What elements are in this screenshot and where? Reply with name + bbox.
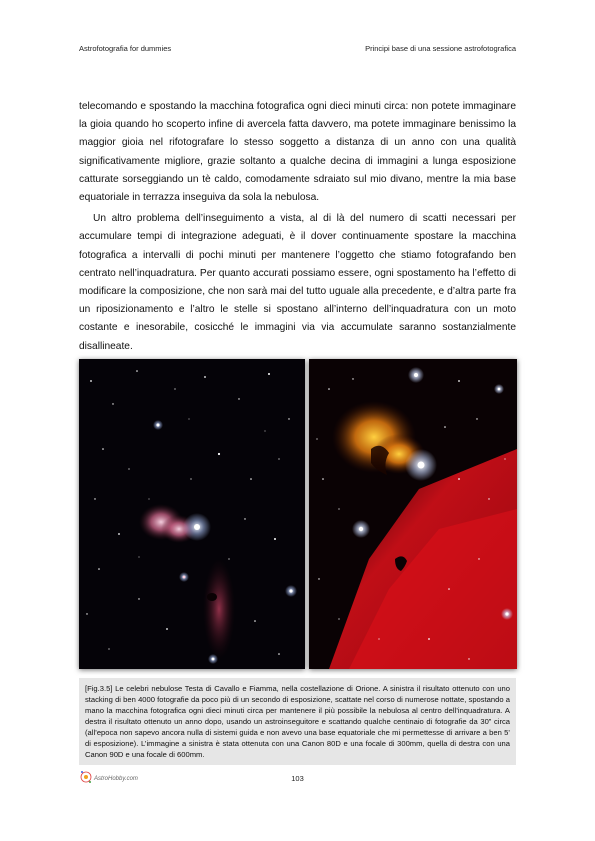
paragraph-2: Un altro problema dell’inseguimento a vista, al di là del numero di scatti necessari per accumulare tempi di integrazione adeguati, è il dover continuamente spostare la macchina fotografica a intervalli di pochi minuti per mantenere l’oggetto che stiamo fotografando ben centrato nell’inquadratura. Per quanto accurati possiamo essere, ogni spostamento ha l’effetto di modificare la composizione, che non sarà mai del tutto uguale alla precedente, e d’altra parte fra un riposizionamento e l’altro le stelle si spostano all’interno dell’inquadratura con un moto costante e inesorabile, cosicché le immagini via via accumulate saranno sostanzialmente disallineate. <box>79 213 516 352</box>
page-number: 103 <box>291 774 304 783</box>
running-header-left: Astrofotografia for dummies <box>79 44 172 53</box>
photo-horsehead-left <box>79 359 305 669</box>
running-header-right: Principi base di una sessione astrofotografica <box>365 44 516 53</box>
paragraph-1: telecomando e spostando la macchina fotografica ogni dieci minuti circa: non potete immaginare la gioia quando ho scoperto infine di avercela fatta davvero, ma potete immaginare benissimo la maggior gioia nel rifotografare lo stesso soggetto a distanza di un anno con una qualità significativamente migliore, grazie soltanto a qualche decina di immagini a lunga esposizione catturate sorseggiando un tè caldo, comodamente sdraiato sul mio divano, mentre la mia base equatoriale in terrazza inseguiva da sola la nebulosa. <box>79 101 516 204</box>
photo-horsehead-right <box>309 359 517 669</box>
body-text <box>79 98 516 356</box>
figure-caption: [Fig.3.5] Le celebri nebulose Testa di Cavallo e Fiamma, nella costellazione di Orione. A sinistra il risultato ottenuto con uno stacking di ben 4000 fotografie da poco più di un secondo di esposizione, scattate nel corso di numerose nottate, spostando a mano la macchina fotografica ogni dieci minuti circa per mantenere il più possibile la nebulosa al centro dell’inquadratura. A destra il risultato ottenuto un anno dopo, usando un astroinseguitore e scattando qualche centinaio di fotografie da 30” circa (all’epoca non sapevo ancora nulla di sistemi guida e non avevo una base equatoriale che mi permettesse di arrivare a ben 5’ di esposizione). L’immagine a sinistra è stata ottenuta con una Canon 80D e una focale di 300mm, quella di destra con una Canon 90D e una focale di 600mm. <box>79 678 516 765</box>
svg-text:AstroHobby.com: AstroHobby.com <box>94 776 138 782</box>
